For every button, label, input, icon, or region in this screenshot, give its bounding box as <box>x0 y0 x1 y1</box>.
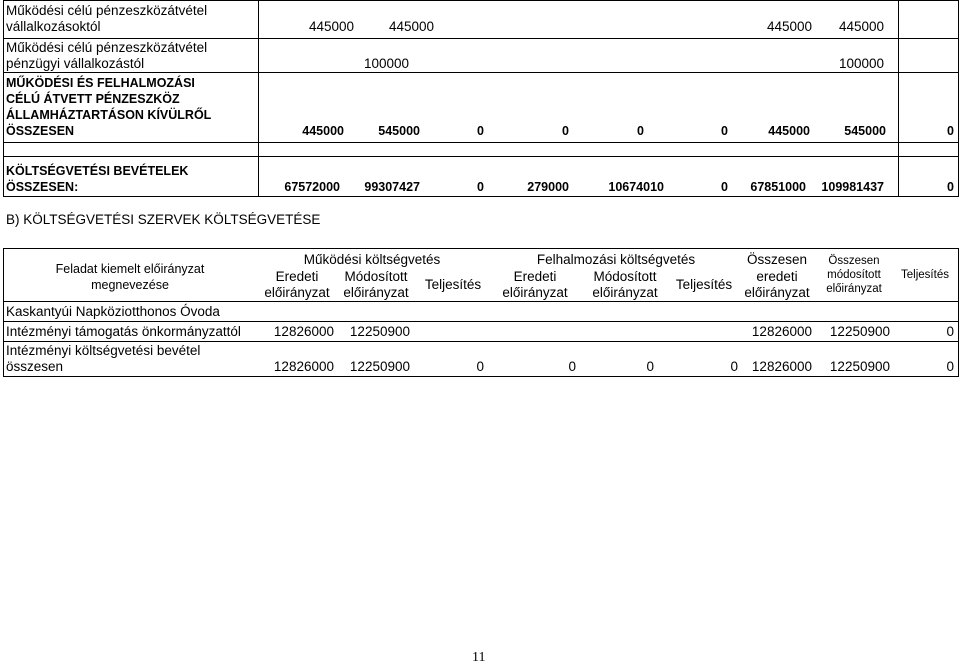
header-modositott: Módosított <box>344 269 408 284</box>
cell-value: 445000 <box>308 19 354 34</box>
row-label-line: MŰKÖDÉSI ÉS FELHALMOZÁSI <box>6 76 195 90</box>
header-osszesen-teljesites: Teljesítés <box>901 269 949 281</box>
header-group-felhalmozasi: Felhalmozási költségvetés <box>536 252 696 267</box>
row-label-line: összesen <box>6 359 64 374</box>
row-label-line: ÁLLAMHÁZTARTÁSON KÍVÜLRŐL <box>6 108 212 122</box>
header-osszesen-modositott: módosított <box>827 269 881 281</box>
cell-value: 100000 <box>838 56 884 71</box>
cell-value: 445000 <box>766 19 812 34</box>
cell-value: 12826000 <box>273 324 334 339</box>
row-label-line: ÖSSZESEN <box>6 124 75 138</box>
cell-value: 0 <box>721 124 728 138</box>
cell-value: 12250900 <box>349 324 410 339</box>
header-eredeti: előirányzat <box>264 285 330 300</box>
header-first-col: Feladat kiemelt előirányzat <box>55 262 205 276</box>
row-label-line: Intézményi támogatás önkormányzattól <box>6 324 241 339</box>
cell-value: 0 <box>562 124 569 138</box>
header-first-col: megnevezése <box>91 278 169 292</box>
cell-value: 545000 <box>844 124 886 138</box>
cell-value: 0 <box>947 124 954 138</box>
cell-value: 67851000 <box>750 180 806 194</box>
cell-value: 445000 <box>768 124 810 138</box>
row-label-line: pénzügyi vállalkozástól <box>6 56 145 71</box>
row-label-line: CÉLÚ ÁTVETT PÉNZESZKÖZ <box>6 92 180 106</box>
cell-value: 0 <box>946 324 954 339</box>
row-label-line: vállalkozásoktól <box>6 19 101 34</box>
cell-value: 12826000 <box>751 359 812 374</box>
header-osszesen-modositott: Összesen <box>828 255 880 267</box>
header-eredeti: előirányzat <box>502 285 568 300</box>
cell-value: 10674010 <box>608 180 664 194</box>
cell-value: 0 <box>946 359 954 374</box>
header-teljesites: Teljesítés <box>675 277 733 292</box>
cell-value: 0 <box>721 180 728 194</box>
header-eredeti: Eredeti <box>513 269 557 284</box>
cell-value: 279000 <box>527 180 569 194</box>
cell-value: 100000 <box>363 56 409 71</box>
row-label-line: ÖSSZESEN: <box>6 180 79 194</box>
header-teljesites: Teljesítés <box>424 277 482 292</box>
cell-value: 67572000 <box>284 180 340 194</box>
cell-value: 0 <box>476 359 484 374</box>
cell-value: 12250900 <box>349 359 410 374</box>
cell-value: 12826000 <box>751 324 812 339</box>
cell-value: 109981437 <box>821 180 884 194</box>
row-label-line: KÖLTSÉGVETÉSI BEVÉTELEK <box>6 164 189 178</box>
institution-name: Kaskantyúi Napköziotthonos Óvoda <box>6 304 220 319</box>
header-osszesen-eredeti: Összesen <box>746 252 808 267</box>
section-title: B) KÖLTSÉGVETÉSI SZERVEK KÖLTSÉGVETÉSE <box>6 212 321 227</box>
cell-value: 0 <box>947 180 954 194</box>
cell-value: 0 <box>646 359 654 374</box>
page-number: 11 <box>472 650 486 665</box>
cell-value: 99307427 <box>364 180 420 194</box>
header-osszesen-modositott: előirányzat <box>826 283 882 295</box>
header-osszesen-eredeti: előirányzat <box>744 285 810 300</box>
cell-value: 12250900 <box>829 359 890 374</box>
row-label-line: Működési célú pénzeszközátvétel <box>6 3 208 18</box>
header-modositott: előirányzat <box>592 285 658 300</box>
cell-value: 445000 <box>388 19 434 34</box>
cell-value: 12250900 <box>829 324 890 339</box>
cell-value: 445000 <box>838 19 884 34</box>
header-osszesen-eredeti: eredeti <box>756 269 798 284</box>
header-modositott: előirányzat <box>343 285 409 300</box>
cell-value: 0 <box>637 124 644 138</box>
cell-value: 0 <box>568 359 576 374</box>
row-label-line: Intézményi költségvetési bevétel <box>6 343 201 358</box>
cell-value: 545000 <box>378 124 420 138</box>
cell-value: 0 <box>477 180 484 194</box>
cell-value: 12826000 <box>273 359 334 374</box>
header-modositott: Módosított <box>593 269 657 284</box>
cell-value: 0 <box>730 359 738 374</box>
header-eredeti: Eredeti <box>275 269 319 284</box>
cell-value: 0 <box>477 124 484 138</box>
row-label-line: Működési célú pénzeszközátvétel <box>6 40 208 55</box>
header-group-mukodesi: Működési költségvetés <box>303 252 441 267</box>
cell-value: 445000 <box>302 124 344 138</box>
